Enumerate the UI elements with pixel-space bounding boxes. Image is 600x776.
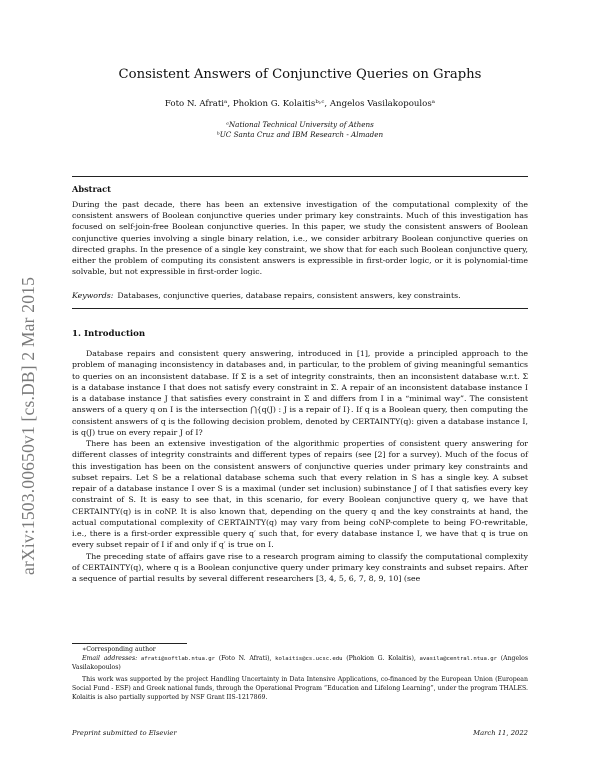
introduction-body xyxy=(72,348,528,584)
paper-title: Consistent Answers of Conjunctive Queries on Graphs xyxy=(118,67,482,82)
email-vasilakopoulos-name: (Angelos Vasilakopoulos) xyxy=(72,654,529,671)
footnote-corresponding: ∗Corresponding author xyxy=(82,646,156,653)
footnote-rule xyxy=(72,643,187,644)
footnote-emails xyxy=(72,655,528,673)
footer-preprint-note: Preprint submitted to Elsevier xyxy=(72,729,177,737)
email-afrati-name: (Foto N. Afrati), xyxy=(218,654,272,662)
footnote-funding: This work was supported by the project Handling Uncertainty in Data Intensive Applications, co-financed by the European Union (European Social Fund - ESF) and Greek national funds, through the Operational Program “Education and Lifelong Learning”, under the program THALES. Kolaitis is also partially supported by NSF Grant IIS-1217869. xyxy=(72,676,528,701)
keywords-line xyxy=(72,291,528,300)
email-afrati[interactable]: afrati@softlab.ntua.gr xyxy=(140,655,215,662)
arxiv-stamp xyxy=(18,215,38,575)
affiliation-b: ᵇUC Santa Cruz and IBM Research - Almaden xyxy=(216,130,384,139)
author-list: Foto N. Afratiᵃ, Phokion G. Kolaitisᵇ˒ᶜ, Angelos Vasilakopoulosᵃ xyxy=(164,99,436,109)
arxiv-identifier: arXiv:1503.00650v1 [cs.DB] 2 Mar 2015 xyxy=(18,276,38,575)
email-kolaitis-name: (Phokion G. Kolaitis), xyxy=(346,654,416,662)
abstract-top-rule xyxy=(72,176,528,177)
email-kolaitis[interactable]: kolaitis@cs.ucsc.edu xyxy=(275,655,343,662)
intro-paragraph-1: Database repairs and consistent query answering, introduced in [1], provide a principled approach to the problem of managing inconsistency in databases and, in particular, to the problem of giving meaningful semantics to queries on an inconsistent database. If Σ is a set of integrity constraints, then an inconsistent database w.r.t. Σ is a database instance I that does not satisfy every constraint in Σ. A repair of an inconsistent database instance I is a database instance J that satisfies every constraint in Σ and differs from I in a “minimal way”. The consistent answers of a query q on I is the intersection ⋂{q(J) : J is a repair of I}. If q is a Boolean query, then computing the consistent answers of q is the following decision problem, denoted by CERTAINTY(q): given a database instance I, is q(J) true on every repair J of I? xyxy=(72,349,528,437)
keywords-label: Keywords: xyxy=(72,291,114,300)
abstract-bottom-rule xyxy=(72,308,528,309)
footnotes xyxy=(72,646,528,703)
keywords-text: Databases, conjunctive queries, database repairs, consistent answers, key constraints. xyxy=(117,291,461,300)
abstract-text: During the past decade, there has been an extensive investigation of the computational complexity of the consistent answers of Boolean conjunctive queries under primary key constraints. Much of this investigation has focused on self-join-free Boolean conjunctive queries. In this paper, we study the consistent answers of Boolean conjunctive queries involving a single binary relation, i.e., we consider arbitrary Boolean conjunctive queries on directed graphs. In the presence of a single key constraint, we show that for each such Boolean conjunctive query, either the problem of computing its consistent answers is expressible in first-order logic, or it is polynomial-time solvable, but not expressible in first-order logic. xyxy=(72,200,528,277)
email-vasilakopoulos[interactable]: avasila@central.ntua.gr xyxy=(419,655,497,662)
footer-date: March 11, 2022 xyxy=(473,729,528,737)
section-heading-introduction: 1. Introduction xyxy=(72,329,146,339)
intro-paragraph-2: There has been an extensive investigation of the algorithmic properties of consistent query answering for different classes of integrity constraints and different types of repairs (see [2] for a survey). Much of the focus of this investigation has been on the consistent answers of conjunctive queries under primary key constraints and subset repairs. Let S be a relational database schema such that every relation in S has a single key. A subset repair of a database instance I over S is a maximal (under set inclusion) subinstance J of I that satisfies every key constraint of S. It is easy to see that, in this scenario, for every Boolean conjunctive query q, we have that CERTAINTY(q) is in coNP. It is also known that, depending on the query q and the key constraints at hand, the actual computational complexity of CERTAINTY(q) may vary from being coNP-complete to being FO-rewritable, i.e., there is a first-order expressible query q′ such that, for every database instance I, we have that q is true on every subset repair of I if and only if q′ is true on I. xyxy=(72,439,528,550)
abstract-heading: Abstract xyxy=(72,184,111,194)
affiliation-a: ᵃNational Technical University of Athens xyxy=(226,120,374,129)
intro-paragraph-3: The preceding state of affairs gave rise to a research program aiming to classify the computational complexity of CERTAINTY(q), where q is a Boolean conjunctive query under primary key constraints and subset repairs. After a sequence of partial results by several different researchers [3, 4, 5, 6, 7, 8, 9, 10] (see xyxy=(72,551,528,583)
email-label: Email addresses: xyxy=(82,654,138,662)
